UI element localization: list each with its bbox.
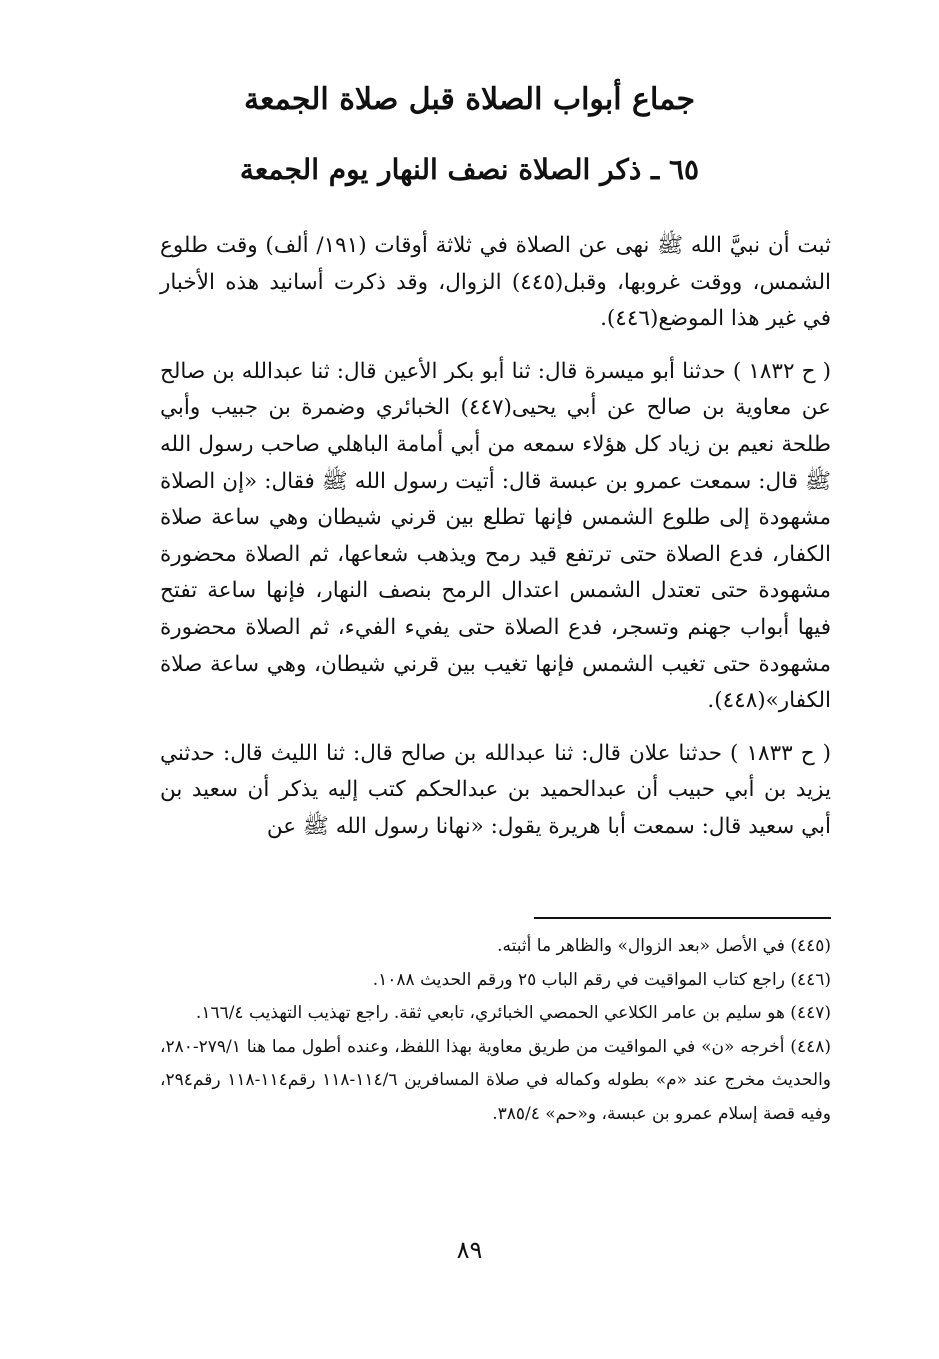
hadith-1833-paragraph: ( ح ١٨٣٣ ) حدثنا علان قال: ثنا عبدالله بن صالح قال: ثنا الليث قال: حدثني يزيد بن أبي حبيب أن عبدالحميد بن عبدالحكم كتب إليه يذكر أن سعيد بن أبي سعيد قال: سمعت أبا هريرة يقول: «نهانا رسول الله ﷺ عن: [160, 740, 832, 839]
main-text: [160, 228, 831, 846]
footnotes: [160, 930, 831, 1131]
footnote-separator: [534, 917, 831, 919]
footnote-445: (٤٤٥) في الأصل «بعد الزوال» والظاهر ما أثبته.: [497, 936, 831, 956]
running-header-title: جماع أبواب الصلاة قبل صلاة الجمعة: [244, 82, 695, 117]
chapter-title: ٦٥ ـ ذكر الصلاة نصف النهار يوم الجمعة: [239, 153, 700, 186]
footnote-447: (٤٤٧) هو سليم بن عامر الكلاعي الحمصي الخبائري، تابعي ثقة. راجع تهذيب التهذيب ١٦٦/٤.: [195, 1003, 831, 1023]
hadith-1832-paragraph: ( ح ١٨٣٢ ) حدثنا أبو ميسرة قال: ثنا أبو بكر الأعين قال: ثنا عبدالله بن صالح عن معاوية بن صالح عن أبي يحيى(٤٤٧) الخبائري وضمرة بن جبيب وأبي طلحة نعيم بن زياد كل هؤلاء سمعه من أبي أمامة الباهلي صاحب رسول الله ﷺ قال: سمعت عمرو بن عبسة قال: أتيت رسول الله ﷺ فقال: «إن الصلاة مشهودة إلى طلوع الشمس فإنها تطلع بين قرني شيطان وهي ساعة صلاة الكفار، فدع الصلاة حتى ترتفع قيد رمح ويذهب شعاعها، ثم الصلاة محضورة مشهودة حتى تعتدل الشمس اعتدال الرمح بنصف النهار، فإنها ساعة تفتح فيها أبواب جهنم وتسجر، فدع الصلاة حتى يفيء الفيء، ثم الصلاة محضورة مشهودة حتى تغيب الشمس فإنها تغيب بين قرني شيطان، وهي ساعة صلاة الكفار»(٤٤٨).: [160, 358, 832, 714]
footnote-446: (٤٤٦) راجع كتاب المواقيت في رقم الباب ٢٥ ورقم الحديث ١٠٨٨.: [372, 969, 831, 990]
footnote-448: (٤٤٨) أخرجه «ن» في المواقيت من طريق معاوية بهذا اللفظ، وعنده أطول مما هنا ٢٧٩/١-٢٨٠، والحديث مخرج عند «م» بطوله وكماله في صلاة المسافرين ١١٤/٦-١١٨ رقم١١٤-١١٨ رقم٢٩٤، وفيه قصة إسلام عمرو بن عبسة، و«حم» ٣٨٥/٤.: [160, 1036, 831, 1124]
intro-paragraph: ثبت أن نبيَّ الله ﷺ نهى عن الصلاة في ثلاثة أوقات (١٩١/ ألف) وقت طلوع الشمس، ووقت غروبها، وقبل(٤٤٥) الزوال، وقد ذكرت أسانيد هذه الأخبار في غير هذا الموضع(٤٤٦).: [160, 233, 831, 332]
page-number: ٨٩: [456, 1236, 483, 1264]
